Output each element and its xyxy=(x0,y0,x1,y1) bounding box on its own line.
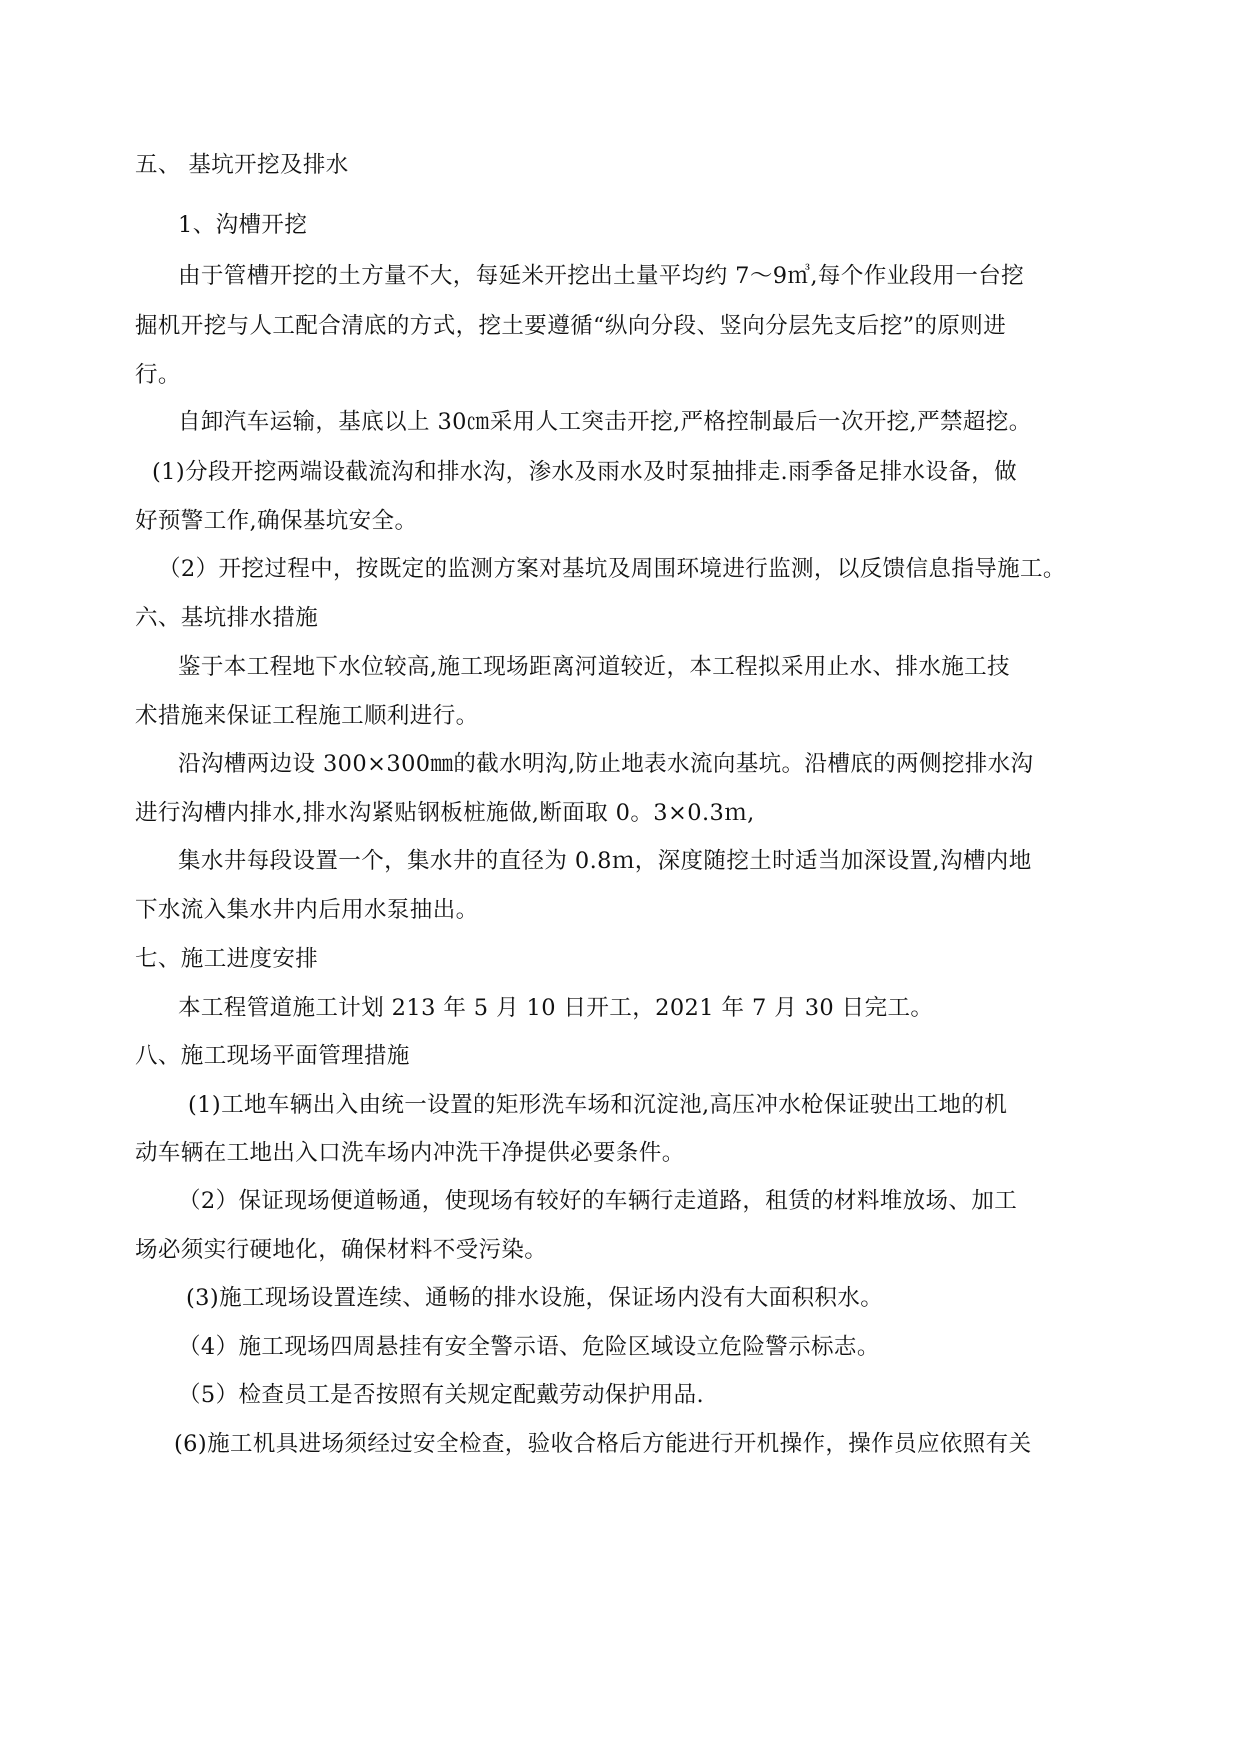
section-heading-6: 六、基坑排水措施 xyxy=(135,605,319,631)
section-heading-8: 八、施工现场平面管理措施 xyxy=(135,1043,410,1069)
list-item-line: (3)施工现场设置连续、通畅的排水设施，保证场内没有大面积积水。 xyxy=(186,1285,884,1311)
paragraph-line: 下水流入集水井内后用水泵抽出。 xyxy=(135,897,479,923)
paragraph-line: 集水井每段设置一个，集水井的直径为 0.8ｍ，深度随挖土时适当加深设置,沟槽内地 xyxy=(178,848,1032,874)
paragraph-line: 由于管槽开挖的土方量不大，每延米开挖出土量平均约 7～9㎥,每个作业段用一台挖 xyxy=(178,263,1025,289)
list-item-line: 好预警工作,确保基坑安全。 xyxy=(135,508,418,534)
list-item-line: （2）保证现场便道畅通，使现场有较好的车辆行走道路，租赁的材料堆放场、加工 xyxy=(178,1188,1018,1214)
paragraph-line: 自卸汽车运输，基底以上 30㎝采用人工突击开挖,严格控制最后一次开挖,严禁超挖。 xyxy=(178,409,1032,435)
paragraph-line: 行。 xyxy=(135,362,181,388)
paragraph-line: 掘机开挖与人工配合清底的方式，挖土要遵循“纵向分段、竖向分层先支后挖”的原则进 xyxy=(135,313,1007,339)
list-item-line: （4）施工现场四周悬挂有安全警示语、危险区域设立危险警示标志。 xyxy=(178,1334,880,1360)
paragraph-line: 沿沟槽两边设 300×300㎜的截水明沟,防止地表水流向基坑。沿槽底的两侧挖排水沟 xyxy=(178,751,1034,777)
list-item-line: (1)分段开挖两端设截流沟和排水沟，渗水及雨水及时泵抽排走.雨季备足排水设备，做 xyxy=(152,459,1018,485)
subsection-heading: 1、沟槽开挖 xyxy=(178,212,308,238)
section-heading-7: 七、施工进度安排 xyxy=(135,946,319,972)
section-heading-5: 五、 基坑开挖及排水 xyxy=(135,152,349,178)
list-item-line: (6)施工机具进场须经过安全检查，验收合格后方能进行开机操作，操作员应依照有关 xyxy=(174,1431,1032,1457)
list-item-line: （2）开挖过程中，按既定的监测方案对基坑及周围环境进行监测，以反馈信息指导施工。 xyxy=(158,556,1066,582)
paragraph-line: 本工程管道施工计划 213 年 5 月 10 日开工，2021 年 7 月 30 日完工。 xyxy=(178,995,934,1021)
paragraph-line: 进行沟槽内排水,排水沟紧贴钢板桩施做,断面取 0。3×0.3ｍ, xyxy=(135,800,755,826)
paragraph-line: 术措施来保证工程施工顺利进行。 xyxy=(135,703,479,729)
list-item-line: 场必须实行硬地化，确保材料不受污染。 xyxy=(135,1237,548,1263)
list-item-line: 动车辆在工地出入口洗车场内冲洗干净提供必要条件。 xyxy=(135,1140,685,1166)
list-item-line: （5）检查员工是否按照有关规定配戴劳动保护用品. xyxy=(178,1382,705,1408)
paragraph-line: 鉴于本工程地下水位较高,施工现场距离河道较近，本工程拟采用止水、排水施工技 xyxy=(178,654,1010,680)
list-item-line: (1)工地车辆出入由统一设置的矩形洗车场和沉淀池,高压冲水枪保证驶出工地的机 xyxy=(188,1092,1008,1118)
